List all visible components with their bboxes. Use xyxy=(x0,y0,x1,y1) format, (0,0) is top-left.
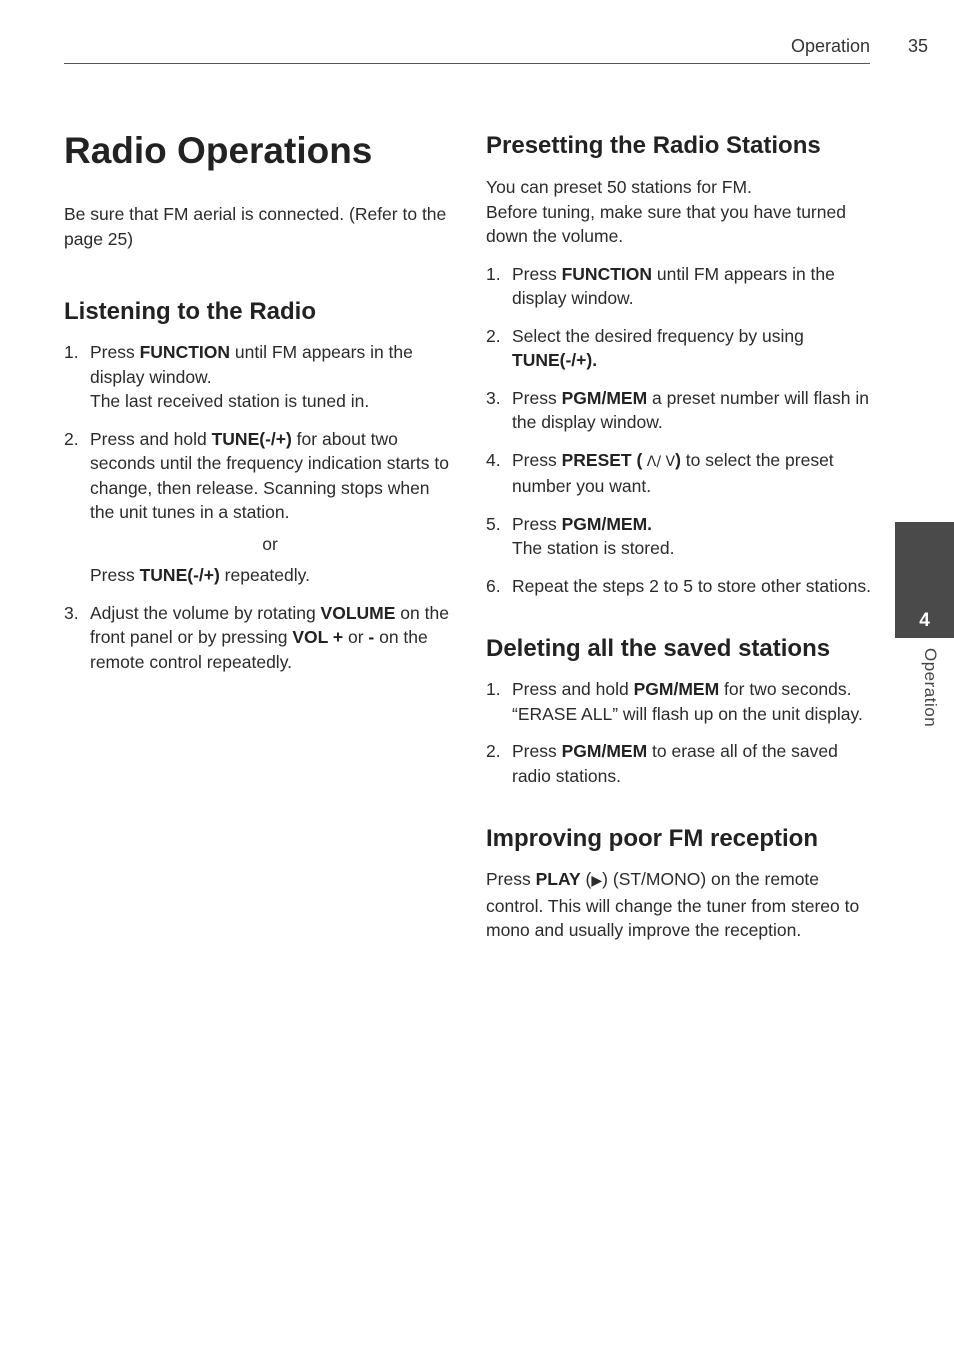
improving-heading: Improving poor FM reception xyxy=(486,825,819,852)
left-column xyxy=(64,128,450,687)
right-column xyxy=(486,128,876,943)
header-section-title: Operation xyxy=(790,36,870,56)
up-down-arrows-icon: ᐱ/ ᐯ xyxy=(642,453,676,470)
or-text: or xyxy=(262,533,278,554)
play-icon: ▶ xyxy=(591,873,603,889)
deleting-steps xyxy=(486,677,876,788)
list-item: 1. Press FUNCTION until FM appears in the display window. xyxy=(486,263,835,308)
list-item: 1. Press and hold PGM/MEM for two seconds. “ERASE ALL” will flash up on the unit display. xyxy=(486,679,863,724)
chapter-number: 4 xyxy=(919,610,930,631)
chapter-label: Operation xyxy=(921,648,940,728)
page-number: 35 xyxy=(907,36,928,56)
listening-heading: Listening to the Radio xyxy=(64,298,316,325)
list-item: 2. Press PGM/MEM to erase all of the saved radio stations. xyxy=(486,741,838,786)
list-item: 5. Press PGM/MEM. The station is stored. xyxy=(486,513,675,558)
presetting-heading: Presetting the Radio Stations xyxy=(486,132,821,159)
page-title: Radio Operations xyxy=(64,130,373,171)
list-item: 2. Select the desired frequency by using TUNE(-/+). xyxy=(486,325,804,370)
chapter-tab xyxy=(895,522,954,638)
deleting-heading: Deleting all the saved stations xyxy=(486,635,831,662)
list-item: 1. Press FUNCTION until FM appears in the display window. The last received station is tuned in. xyxy=(64,342,413,411)
list-item: 2. Press and hold TUNE(-/+) for about two seconds until the frequency indication starts to change, then release. Scanning stops when the unit tunes in a station. or Press TUNE(-/+) repeatedly. xyxy=(64,428,449,585)
presetting-steps xyxy=(486,262,876,599)
intro-text: Be sure that FM aerial is connected. (Refer to the page 25) xyxy=(64,204,447,249)
list-item: 4. Press PRESET ( ᐱ/ ᐯ) to select the preset number you want. xyxy=(486,449,834,496)
presetting-intro-1: You can preset 50 stations for FM. xyxy=(486,177,752,197)
header-divider xyxy=(64,63,870,64)
presetting-intro-2: Before tuning, make sure that you have turned down the volume. xyxy=(486,201,846,246)
listening-steps xyxy=(64,340,450,674)
list-item: 3. Press PGM/MEM a preset number will flash in the display window. xyxy=(486,387,869,432)
list-item: 3. Adjust the volume by rotating VOLUME on the front panel or by pressing VOL + or - on the remote control repeatedly. xyxy=(64,602,449,672)
improving-text: Press PLAY (▶) (ST/MONO) on the remote control. This will change the tuner from stereo to mono and usually improve the reception. xyxy=(486,869,860,940)
list-item: 6. Repeat the steps 2 to 5 to store other stations. xyxy=(486,575,871,596)
